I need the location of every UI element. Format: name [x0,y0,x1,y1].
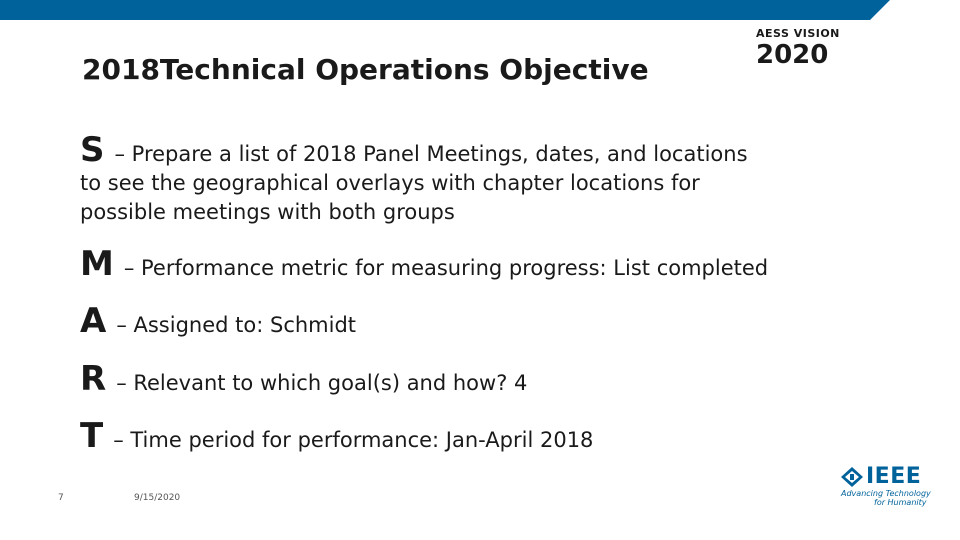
ieee-tagline-1: Advancing Technology [841,489,931,498]
logo-small-text: AESS VISION [756,27,840,40]
smart-letter: R [80,359,107,399]
top-banner [0,0,960,20]
smart-item-a [80,301,356,341]
smart-item-s-continuation-2: possible meetings with both groups [80,200,455,224]
smart-text: – Time period for performance: Jan-April 2018 [113,428,594,452]
smart-text: – Performance metric for measuring progress: List completed [123,256,769,280]
slide-number: 7 [58,493,64,503]
smart-item-t [80,416,593,456]
smart-item-r [80,359,527,399]
smart-letter: A [80,301,107,341]
smart-item-s [80,130,748,170]
smart-letter: T [80,416,104,456]
smart-text: – Relevant to which goal(s) and how? 4 [116,371,528,395]
ieee-diamond-icon [840,466,864,488]
smart-letter: M [80,244,114,284]
smart-text: – Prepare a list of 2018 Panel Meetings, dates, and locations [114,142,748,166]
slide-title: 2018Technical Operations Objective [82,53,649,86]
logo-year-text: 2020 [756,40,829,70]
smart-item-s-continuation-1: to see the geographical overlays with chapter locations for [80,171,700,195]
smart-letter: S [80,130,105,170]
ieee-tagline-2: for Humanity [874,498,927,507]
slide-date: 9/15/2020 [134,493,181,503]
smart-text: – Assigned to: Schmidt [116,313,357,337]
ieee-wordmark: IEEE [866,464,922,489]
smart-item-m [80,244,768,284]
